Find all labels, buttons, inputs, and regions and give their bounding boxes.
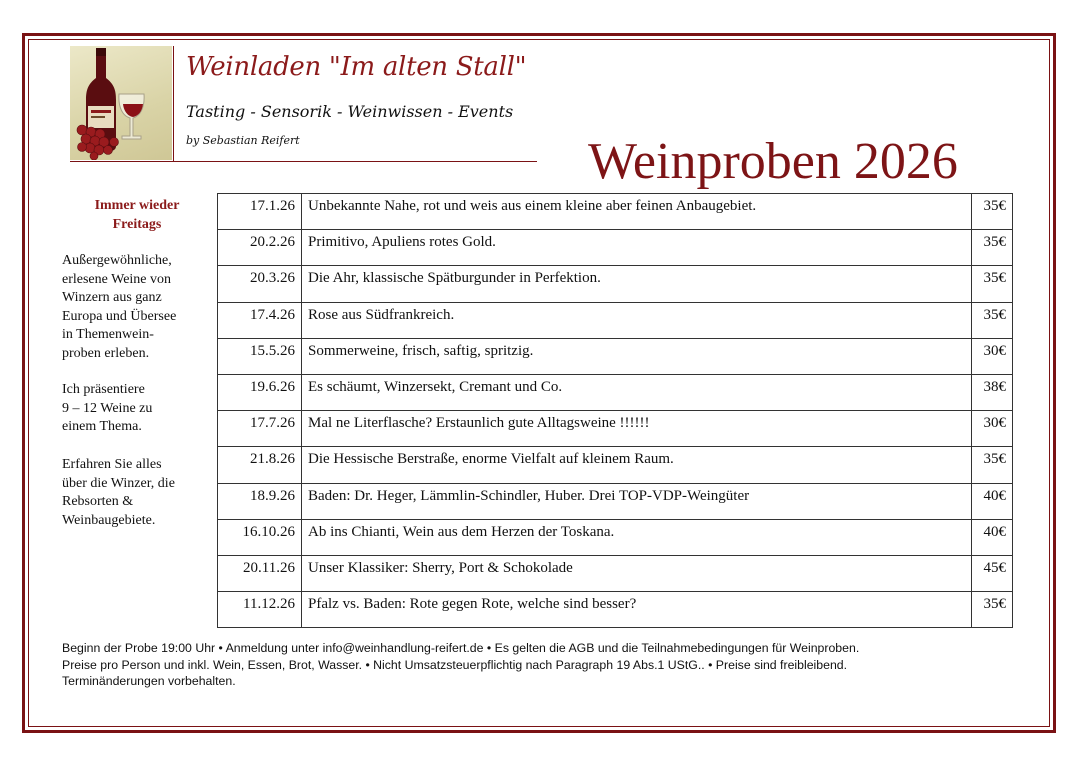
event-date: 17.4.26: [218, 302, 302, 338]
event-row: [218, 519, 1013, 555]
sidebar-text-line: proben erleben.: [62, 345, 150, 361]
sidebar-text-line: 9 – 12 Weine zu: [62, 400, 153, 416]
sidebar-heading-line: Freitags: [112, 217, 162, 232]
event-row: [218, 230, 1013, 266]
header-rule: [70, 161, 537, 162]
sidebar-text-line: Ich präsentiere: [62, 382, 145, 397]
event-price: 45€: [972, 555, 1013, 591]
shop-subtitle: Tasting - Sensorik - Weinwissen - Events: [186, 102, 514, 121]
sidebar-text-line: Weinbaugebiete.: [62, 512, 156, 528]
event-title: Es schäumt, Winzersekt, Cremant und Co.: [302, 374, 972, 410]
sidebar-text-line: in Themenwein-: [62, 327, 154, 342]
footer-line: Beginn der Probe 19:00 Uhr • Anmeldung unter info@weinhandlung-reifert.de • Es gelten die AGB und die Teilnahmebedingungen für Weinproben.: [62, 641, 860, 655]
sidebar-paragraph-intro: [62, 252, 214, 363]
event-title: Unser Klassiker: Sherry, Port & Schokolade: [302, 555, 972, 591]
footer-line: Preise pro Person und inkl. Wein, Essen, Brot, Wasser. • Nicht Umsatzsteuerpflichtig nach Paragraph 19 Abs.1 UStG.. • Preise sind freibleibend.: [62, 657, 848, 672]
event-price: 35€: [972, 447, 1013, 483]
event-price: 35€: [972, 302, 1013, 338]
event-title: Mal ne Literflasche? Erstaunlich gute Alltagsweine !!!!!!: [302, 411, 972, 447]
event-price: 38€: [972, 374, 1013, 410]
sidebar-text-line: Europa und Übersee: [62, 308, 177, 324]
event-title: Die Hessische Berstraße, enorme Vielfalt auf kleinem Raum.: [302, 447, 972, 483]
sidebar-text-line: erlesene Weine von: [62, 271, 172, 287]
event-title: Sommerweine, frisch, saftig, spritzig.: [302, 338, 972, 374]
sidebar-text-line: Rebsorten &: [62, 494, 134, 509]
event-row: [218, 302, 1013, 338]
event-title: Rose aus Südfrankreich.: [302, 302, 972, 338]
event-row: [218, 338, 1013, 374]
event-date: 15.5.26: [218, 338, 302, 374]
event-price: 40€: [972, 519, 1013, 555]
event-row: [218, 194, 1013, 230]
sidebar-text-line: Erfahren Sie alles: [62, 457, 162, 472]
event-title: Baden: Dr. Heger, Lämmlin-Schindler, Huber. Drei TOP-VDP-Weingüter: [302, 483, 972, 519]
sidebar-heading: [62, 196, 212, 234]
event-row: [218, 483, 1013, 519]
event-date: 21.8.26: [218, 447, 302, 483]
event-date: 17.7.26: [218, 411, 302, 447]
event-price: 40€: [972, 483, 1013, 519]
event-date: 20.2.26: [218, 230, 302, 266]
footer-line: Terminänderungen vorbehalten.: [62, 674, 236, 688]
event-title: Pfalz vs. Baden: Rote gegen Rote, welche sind besser?: [302, 592, 972, 628]
event-price: 35€: [972, 230, 1013, 266]
event-price: 30€: [972, 411, 1013, 447]
event-date: 17.1.26: [218, 194, 302, 230]
event-date: 16.10.26: [218, 519, 302, 555]
wine-logo-icon: [70, 46, 172, 160]
event-row: [218, 447, 1013, 483]
shop-author: by Sebastian Reifert: [186, 134, 300, 147]
logo-divider: [173, 46, 174, 162]
event-title: Unbekannte Nahe, rot und weis aus einem kleine aber feinen Anbaugebiet.: [302, 194, 972, 230]
page-title: Weinproben 2026: [588, 133, 958, 190]
event-row: [218, 592, 1013, 628]
event-price: 35€: [972, 194, 1013, 230]
sidebar-paragraph-details: [62, 456, 214, 530]
sidebar-heading-line: Immer wieder: [94, 198, 180, 213]
event-row: [218, 555, 1013, 591]
event-row: [218, 411, 1013, 447]
events-table: [217, 193, 1013, 628]
event-title: Primitivo, Apuliens rotes Gold.: [302, 230, 972, 266]
event-date: 20.11.26: [218, 555, 302, 591]
event-date: 19.6.26: [218, 374, 302, 410]
event-title: Ab ins Chianti, Wein aus dem Herzen der Toskana.: [302, 519, 972, 555]
event-date: 11.12.26: [218, 592, 302, 628]
event-price: 30€: [972, 338, 1013, 374]
sidebar-text-line: Außergewöhnliche,: [62, 253, 172, 268]
sidebar-text-line: Winzern aus ganz: [62, 290, 162, 305]
event-row: [218, 266, 1013, 302]
event-price: 35€: [972, 266, 1013, 302]
event-price: 35€: [972, 592, 1013, 628]
sidebar-text-line: einem Thema.: [62, 419, 142, 434]
event-date: 20.3.26: [218, 266, 302, 302]
shop-title: Weinladen "Im alten Stall": [186, 52, 527, 82]
event-row: [218, 374, 1013, 410]
event-title: Die Ahr, klassische Spätburgunder in Perfektion.: [302, 266, 972, 302]
footer-notes: [62, 640, 1022, 690]
sidebar-text-line: über die Winzer, die: [62, 475, 175, 491]
event-date: 18.9.26: [218, 483, 302, 519]
wine-bottle-glass-grapes-icon: [70, 46, 172, 160]
events-table-body: [218, 194, 1013, 628]
sidebar-paragraph-count: [62, 381, 214, 437]
